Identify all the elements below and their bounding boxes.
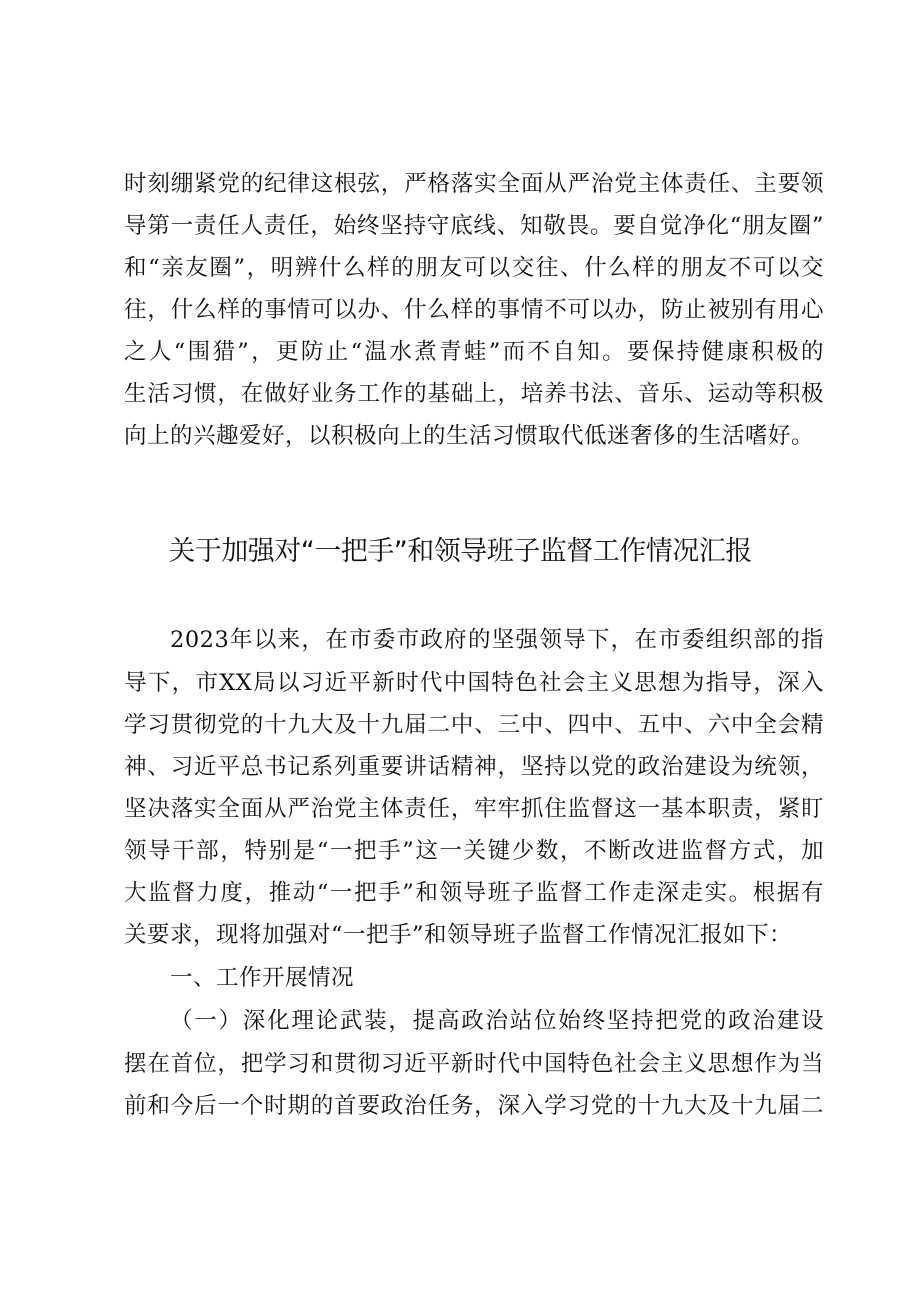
paragraph-line: 之人“围猎”，更防止“温水煮青蛙”而不自知。要保持健康积极的 xyxy=(124,339,824,365)
paragraph-line: 向上的兴趣爱好，以积极向上的生活习惯取代低迷奢侈的生活嗜好。 xyxy=(124,423,815,449)
paragraph-line: 摆在首位，把学习和贯彻习近平新时代中国特色社会主义思想作为当 xyxy=(124,1051,824,1077)
paragraph-line: 导下，市XX局以习近平新时代中国特色社会主义思想为指导，深入 xyxy=(124,670,824,696)
paragraph-line: 2023年以来，在市委市政府的坚强领导下，在市委组织部的指 xyxy=(170,627,824,653)
paragraph-line: 学习贯彻党的十九大及十九届二中、三中、四中、五中、六中全会精 xyxy=(124,712,824,738)
paragraph-line: 领导干部，特别是“一把手”这一关键少数，不断改进监督方式，加 xyxy=(124,838,824,864)
paragraph-line: 大监督力度，推动“一把手”和领导班子监督工作走深走实。根据有 xyxy=(124,880,824,906)
paragraph-line: 关要求，现将加强对“一把手”和领导班子监督工作情况汇报如下： xyxy=(124,922,793,948)
paragraph-line: 时刻绷紧党的纪律这根弦，严格落实全面从严治党主体责任、主要领 xyxy=(124,171,824,197)
paragraph-line: 生活习惯，在做好业务工作的基础上，培养书法、音乐、运动等积极 xyxy=(124,381,824,407)
paragraph-line: 前和今后一个时期的首要政治任务，深入学习党的十九大及十九届二 xyxy=(124,1093,824,1119)
paragraph-line: 导第一责任人责任，始终坚持守底线、知敬畏。要自觉净化“朋友圈” xyxy=(124,213,824,239)
paragraph-line: 往，什么样的事情可以办、什么样的事情不可以办，防止被别有用心 xyxy=(124,297,824,323)
section-heading: 一、工作开展情况 xyxy=(170,965,355,991)
report-title: 关于加强对“一把手”和领导班子监督工作情况汇报 xyxy=(168,536,752,567)
paragraph-line: （一）深化理论武装，提高政治站位始终坚持把党的政治建设 xyxy=(170,1008,824,1034)
paragraph-line: 神、习近平总书记系列重要讲话精神，坚持以党的政治建设为统领， xyxy=(124,754,824,780)
paragraph-line: 和“亲友圈”，明辨什么样的朋友可以交往、什么样的朋友不可以交 xyxy=(124,255,824,281)
paragraph-line: 坚决落实全面从严治党主体责任，牢牢抓住监督这一基本职责，紧盯 xyxy=(124,796,824,822)
